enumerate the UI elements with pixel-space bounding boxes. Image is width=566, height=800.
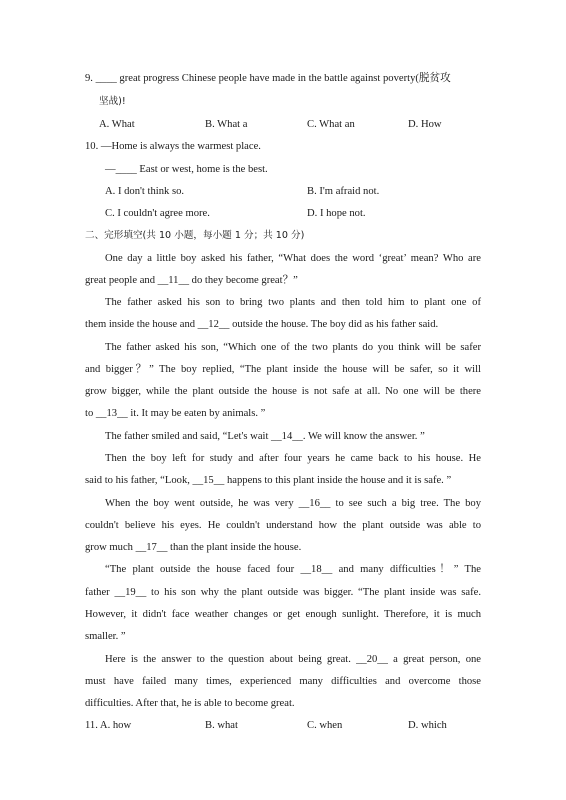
passage-line: couldn't believe his eyes. He couldn't understand how the plant outside was able to (85, 520, 481, 531)
question-10-option-d[interactable]: D. I hope not. (307, 208, 366, 219)
passage-line: difficulties. After that, he is able to become great. (85, 698, 295, 709)
question-10-option-c[interactable]: C. I couldn't agree more. (105, 208, 210, 219)
passage-line: Here is the answer to the question about being great. __20__ a great person, one (105, 654, 481, 665)
passage-line: “The plant outside the house faced four __18__ and many difficulties！” The (105, 564, 481, 575)
question-10-option-a[interactable]: A. I don't think so. (105, 186, 185, 197)
passage-line: them inside the house and __12__ outside the house. The boy did as his father said. (85, 319, 439, 330)
passage-line: The father asked his son to bring two plants and then told him to plant one of (105, 297, 481, 308)
passage-line: must have failed many times, experienced many difficulties and overcome those (85, 676, 481, 687)
section-2-heading: 二、完形填空(共 10 小题，每小题 1 分；共 10 分) (85, 230, 305, 241)
question-9-option-b[interactable]: B. What a (205, 119, 248, 130)
passage-line: Then the boy left for study and after four years he came back to his house. He (105, 453, 481, 464)
passage-line: The father smiled and said, “Let's wait __14__. We will know the answer. ” (105, 431, 425, 442)
question-10-option-b[interactable]: B. I'm afraid not. (307, 186, 380, 197)
question-10-stem: 10. —Home is always the warmest place. (85, 141, 261, 152)
question-9-stem: 9. ____ great progress Chinese people have made in the battle against poverty(脱贫攻 (85, 73, 451, 84)
passage-line: The father asked his son, “Which one of the two plants do you think will be safer (105, 342, 481, 353)
question-9-option-a[interactable]: A. What (99, 119, 135, 130)
passage-line: When the boy went outside, he was very __16__ to see such a big tree. The boy (105, 498, 481, 509)
question-11-option-a[interactable]: 11. A. how (85, 720, 132, 731)
passage-line: However, it didn't face weather changes or get enough sunlight. Therefore, it is much (85, 609, 481, 620)
passage-line: and bigger？” The boy replied, “The plant inside the house will be safer, so it will (85, 364, 481, 375)
question-9-option-c[interactable]: C. What an (307, 119, 355, 130)
question-9-option-d[interactable]: D. How (408, 119, 442, 130)
passage-line: One day a little boy asked his father, “What does the word ‘great’ mean? Who are (105, 253, 481, 264)
question-11-option-b[interactable]: B. what (205, 720, 238, 731)
passage-line: to __13__ it. It may be eaten by animals. ” (85, 408, 266, 419)
passage-line: great people and __11__ do they become great？” (85, 275, 298, 286)
passage-line: smaller. ” (85, 631, 126, 642)
question-11-option-d[interactable]: D. which (408, 720, 447, 731)
question-10-reply: —____ East or west, home is the best. (105, 164, 268, 175)
passage-line: father __19__ to his son why the plant outside was bigger. “The plant inside was safe. (85, 587, 481, 598)
passage-line: said to his father, “Look, __15__ happens to this plant inside the house and it is safe. ” (85, 475, 452, 486)
passage-line: grow bigger, while the plant outside the house is not safe at all. No one will be there (85, 386, 481, 397)
passage-line: grow much __17__ than the plant inside the house. (85, 542, 302, 553)
question-9-stem-continued: 坚战)! (99, 96, 126, 107)
question-11-option-c[interactable]: C. when (307, 720, 343, 731)
